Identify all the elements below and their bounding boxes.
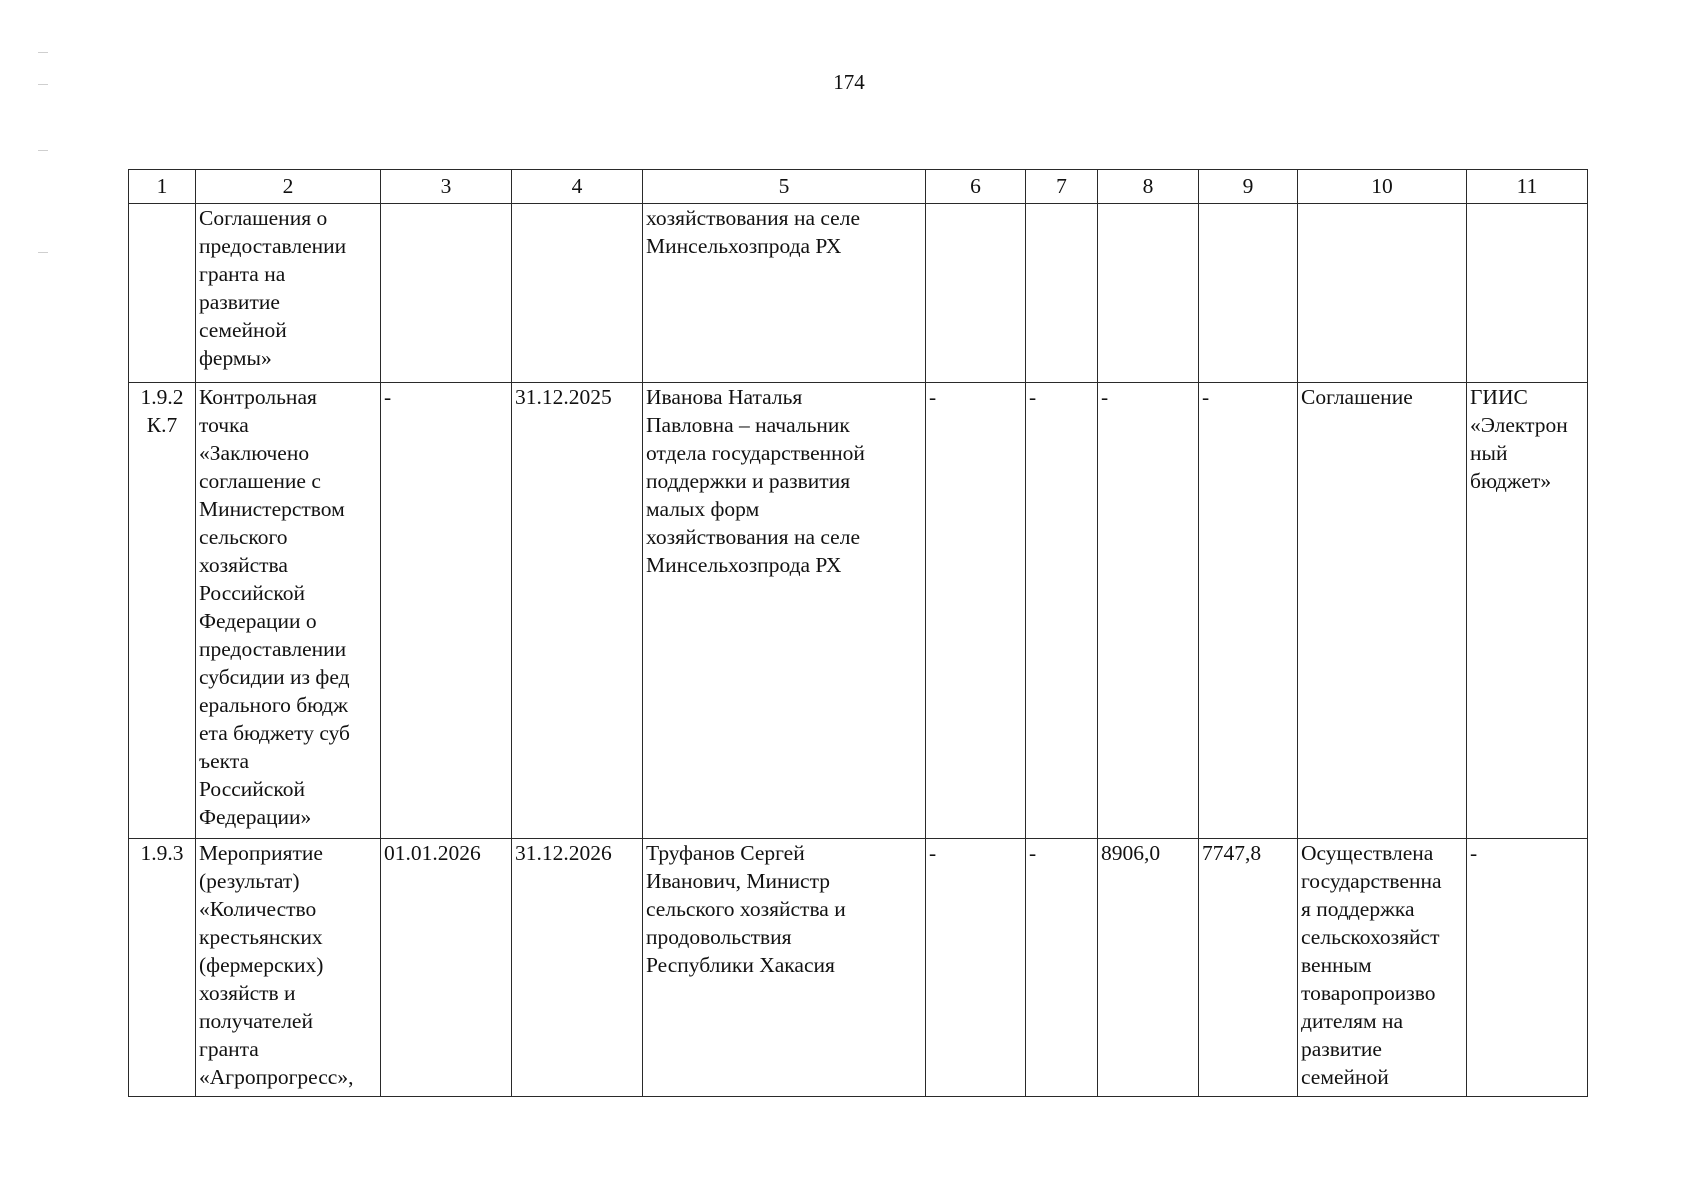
col7-cell: - [1026, 839, 1098, 1097]
col6-cell: - [926, 839, 1026, 1097]
row-number-cell: 1.9.2 К.7 [129, 383, 196, 839]
column-header: 3 [381, 170, 512, 204]
system-cell: - [1467, 839, 1588, 1097]
responsible-cell: хозяйствования на селе Минсельхозпрода РХ [643, 204, 926, 383]
col8-cell: 8906,0 [1098, 839, 1199, 1097]
scan-mark [38, 52, 48, 53]
responsible-cell: Иванова Наталья Павловна – начальник отдела государственной поддержки и развития малых форм хозяйствования на селе Минсельхозпрода РХ [643, 383, 926, 839]
column-header: 11 [1467, 170, 1588, 204]
column-header: 9 [1199, 170, 1298, 204]
col7-cell [1026, 204, 1098, 383]
scan-mark [38, 150, 48, 151]
result-cell: Осуществлена государственна я поддержка сельскохозяйст венным товаропроизво дителям на развитие семейной [1298, 839, 1467, 1097]
col8-cell [1098, 204, 1199, 383]
end-date-cell [512, 204, 643, 383]
start-date-cell [381, 204, 512, 383]
table-row [129, 204, 1588, 383]
document-table [128, 169, 1588, 1097]
column-header: 8 [1098, 170, 1199, 204]
column-header: 10 [1298, 170, 1467, 204]
result-cell [1298, 204, 1467, 383]
col9-cell: - [1199, 383, 1298, 839]
col6-cell [926, 204, 1026, 383]
scan-mark [38, 252, 48, 253]
column-header: 7 [1026, 170, 1098, 204]
page-number: 174 [833, 70, 865, 94]
result-cell: Соглашение [1298, 383, 1467, 839]
start-date-cell: 01.01.2026 [381, 839, 512, 1097]
column-header: 4 [512, 170, 643, 204]
end-date-cell: 31.12.2025 [512, 383, 643, 839]
table-row [129, 383, 1588, 839]
system-cell [1467, 204, 1588, 383]
table-row [129, 839, 1588, 1097]
column-header: 6 [926, 170, 1026, 204]
column-header: 1 [129, 170, 196, 204]
column-header: 2 [196, 170, 381, 204]
system-cell: ГИИС «Электрон ный бюджет» [1467, 383, 1588, 839]
name-cell: Соглашения о предоставлении гранта на развитие семейной фермы» [196, 204, 381, 383]
name-cell: Контрольная точка «Заключено соглашение с Министерством сельского хозяйства Российской Федерации о предоставлении субсидии из фед ерального бюдж ета бюджету суб ъекта Российской Федерации» [196, 383, 381, 839]
col6-cell: - [926, 383, 1026, 839]
column-number-header [129, 170, 1588, 204]
responsible-cell: Труфанов Сергей Иванович, Министр сельского хозяйства и продовольствия Республики Хакасия [643, 839, 926, 1097]
end-date-cell: 31.12.2026 [512, 839, 643, 1097]
row-number-cell [129, 204, 196, 383]
start-date-cell: - [381, 383, 512, 839]
row-number-cell: 1.9.3 [129, 839, 196, 1097]
col8-cell: - [1098, 383, 1199, 839]
column-header: 5 [643, 170, 926, 204]
col9-cell [1199, 204, 1298, 383]
col9-cell: 7747,8 [1199, 839, 1298, 1097]
name-cell: Мероприятие (результат) «Количество крестьянских (фермерских) хозяйств и получателей гранта «Агропрогресс», [196, 839, 381, 1097]
col7-cell: - [1026, 383, 1098, 839]
